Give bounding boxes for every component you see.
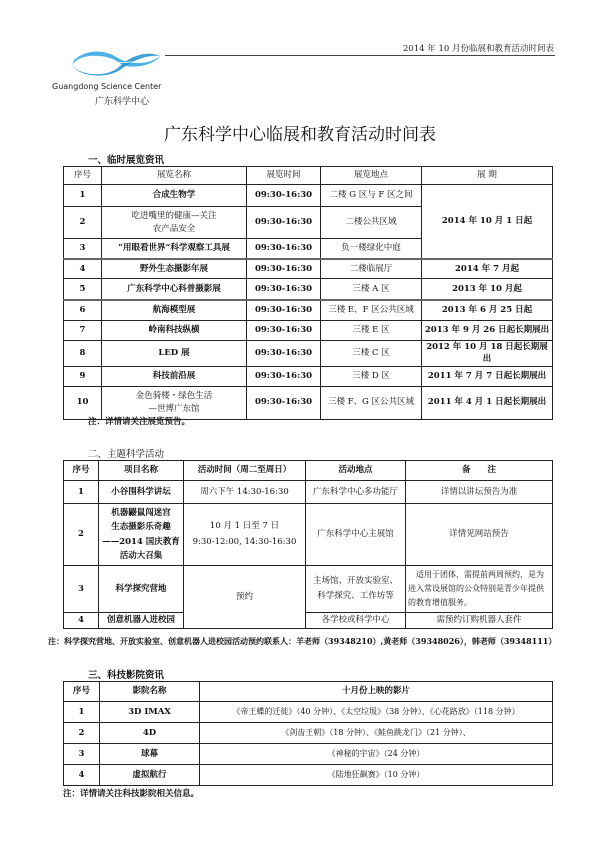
film-list: 《剑齿王朝》（18 分钟）、《鲑鱼跳龙门》（21 分钟）、 [200, 723, 553, 744]
cinema-table [63, 681, 553, 786]
row-no: 3 [64, 239, 102, 259]
film-list: 《神秘的宇宙》（24 分钟） [200, 744, 553, 765]
table-row [64, 566, 553, 613]
table-row [64, 185, 553, 207]
exhibit-period: 2013 年 6 月 25 日起 [422, 300, 553, 321]
table-header-row [64, 167, 553, 185]
exhibit-name: 广东科学中心科普摄影展 [102, 279, 247, 300]
row-no: 4 [64, 765, 100, 786]
cinema-name: 4D [100, 723, 200, 744]
section1-heading: 一、临时展览资讯 [88, 155, 165, 166]
activity-time [184, 504, 306, 566]
page-title: 广东科学中心临展和教育活动时间表 [164, 125, 436, 145]
place-line: 科学探究、工作坊等 [317, 591, 394, 601]
activity-remark: 详情见网站预告 [406, 504, 553, 566]
col-header: 展览时间 [247, 167, 321, 185]
row-no: 5 [64, 279, 102, 300]
exhibit-time: 09:30-16:30 [247, 366, 321, 386]
exhibit-place: 三楼 E、F 区公共区域 [321, 300, 422, 321]
exhibit-place: 二楼公共区域 [321, 207, 422, 239]
table-row [64, 300, 553, 321]
name-line: 吃进嘴里的健康—关注 [131, 211, 217, 222]
cinema-name: 球幕 [100, 744, 200, 765]
row-no: 3 [64, 566, 99, 613]
col-header: 序号 [64, 461, 99, 481]
logo-text-cn: 广东科学中心 [95, 97, 150, 107]
exhibition-table [63, 166, 553, 420]
col-header: 备 注 [406, 461, 553, 481]
row-no: 1 [64, 185, 102, 207]
exhibit-time: 09:30-16:30 [247, 207, 321, 239]
table-row [64, 321, 553, 341]
exhibit-period: 2011 年 4 月 1 日起长期展出 [422, 386, 553, 419]
table-row [64, 366, 553, 386]
activity-place [306, 566, 406, 613]
col-header: 展览名称 [102, 167, 247, 185]
table-row [64, 504, 553, 566]
row-no: 2 [64, 723, 100, 744]
activity-place: 广东科学中心主展馆 [306, 504, 406, 566]
exhibit-name: 岭南科技纵横 [102, 321, 247, 341]
exhibit-place: 二楼临展厅 [321, 259, 422, 279]
exhibit-time: 09:30-16:30 [247, 321, 321, 341]
exhibit-period: 2014 年 10 月 1 日起 [422, 185, 553, 259]
activity-remark: 适用于团体，需提前两周预约，是为进入常设展馆的公众特别是青少年提供的教育增值服务。 [406, 566, 553, 613]
activity-time: 周六下午 14:30-16:30 [184, 481, 306, 504]
exhibit-place: 二楼 G 区与 F 区之间 [321, 185, 422, 207]
row-no: 3 [64, 744, 100, 765]
row-no: 2 [64, 504, 99, 566]
section3-heading: 三、科技影院资讯 [88, 670, 165, 681]
table-row [64, 341, 553, 367]
row-no: 1 [64, 702, 100, 723]
time-line: 9:30-12:00, 14:30-16:30 [192, 536, 297, 547]
exhibit-place: 负一楼绿化中庭 [321, 239, 422, 259]
exhibit-place: 三楼 F、G 区公共区域 [321, 386, 422, 419]
exhibit-place: 三楼 A 区 [321, 279, 422, 300]
exhibit-period: 2011 年 7 月 7 日起长期展出 [422, 366, 553, 386]
exhibit-time: 09:30-16:30 [247, 386, 321, 419]
place-line: 主场馆、开放实验室、 [312, 575, 398, 586]
name-line: 活动大召集 [119, 550, 163, 561]
exhibit-period: 2012 年 10 月 18 日起长期展出 [422, 341, 553, 367]
col-header: 展览地点 [321, 167, 422, 185]
col-header: 项目名称 [99, 461, 184, 481]
table-row [64, 279, 553, 300]
activity-name: 小谷围科学讲坛 [99, 481, 184, 504]
name-line: 生态摄影乐奇趣 [111, 522, 171, 533]
exhibit-period: 2013 年 10 月起 [422, 279, 553, 300]
table-row [64, 744, 553, 765]
name-line: —世博广东馆 [148, 403, 200, 414]
exhibit-time: 09:30-16:30 [247, 259, 321, 279]
table-row [64, 613, 553, 629]
row-no: 1 [64, 481, 99, 504]
col-header: 活动地点 [306, 461, 406, 481]
row-no: 4 [64, 613, 99, 629]
exhibit-time: 09:30-16:30 [247, 279, 321, 300]
exhibit-time: 09:30-16:30 [247, 300, 321, 321]
row-no: 7 [64, 321, 102, 341]
row-no: 10 [64, 386, 102, 419]
table-row [64, 481, 553, 504]
name-line: 机器鼹鼠闯迷宫 [111, 508, 171, 519]
exhibit-period: 2013 年 9 月 26 日起长期展出 [422, 321, 553, 341]
col-header: 活动时间（周二至周日） [184, 461, 306, 481]
exhibit-place: 三楼 E 区 [321, 321, 422, 341]
exhibit-time: 09:30-16:30 [247, 239, 321, 259]
section2-note: 注：科学探究营地、开放实验室、创意机器人进校园活动预约联系人：羊老师（39348210）,黄老师（39348026），韩老师（39348111） [48, 636, 557, 646]
exhibit-name: 科技前沿展 [102, 366, 247, 386]
exhibit-time: 09:30-16:30 [247, 185, 321, 207]
activity-place: 广东科学中心多功能厅 [306, 481, 406, 504]
col-header: 十月份上映的影片 [200, 682, 553, 702]
activity-table [63, 460, 553, 629]
activity-remark: 详情以讲坛预告为准 [406, 481, 553, 504]
exhibit-name [102, 207, 247, 239]
table-row [64, 723, 553, 744]
row-no: 4 [64, 259, 102, 279]
col-header: 展 期 [422, 167, 553, 185]
activity-place: 各学校或科学中心 [306, 613, 406, 629]
exhibit-place: 三楼 D 区 [321, 366, 422, 386]
section1-note: 注：详情请关注展览预告。 [88, 417, 191, 427]
table-row [64, 259, 553, 279]
exhibit-name: “用眼看世界”科学观察工具展 [102, 239, 247, 259]
exhibit-name: 航海模型展 [102, 300, 247, 321]
name-line: ——2014 国庆教育 [102, 536, 180, 547]
exhibit-time: 09:30-16:30 [247, 341, 321, 367]
logo-text-en: Guangdong Science Center [52, 82, 162, 91]
table-row [64, 765, 553, 786]
exhibit-period: 2014 年 7 月起 [422, 259, 553, 279]
film-list: 《帝王蝶的迁徙》（40 分钟）、《太空垃圾》（38 分钟）、《心花路放》（118 分钟） [200, 702, 553, 723]
section2-heading: 二、主题科学活动 [88, 449, 165, 460]
activity-name: 创意机器人进校园 [99, 613, 184, 629]
exhibit-name: LED 展 [102, 341, 247, 367]
cinema-name: 3D IMAX [100, 702, 200, 723]
row-no: 2 [64, 207, 102, 239]
activity-time: 预约 [184, 566, 306, 629]
col-header: 序号 [64, 167, 102, 185]
table-header-row [64, 461, 553, 481]
row-no: 8 [64, 341, 102, 367]
film-list: 《陆地狂飙赛》（10 分钟） [200, 765, 553, 786]
activity-name: 科学探究营地 [99, 566, 184, 613]
section3-note: 注：详情请关注科技影院相关信息。 [63, 789, 200, 799]
exhibit-place: 三楼 C 区 [321, 341, 422, 367]
running-header: 2014 年 10 月份临展和教育活动时间表 [402, 44, 554, 54]
cinema-name: 虚拟航行 [100, 765, 200, 786]
col-header: 影院名称 [100, 682, 200, 702]
name-line: 农产品安全 [152, 223, 196, 234]
row-no: 9 [64, 366, 102, 386]
exhibit-name: 合成生物学 [102, 185, 247, 207]
activity-remark: 需预约订购机器人套件 [406, 613, 553, 629]
name-line: 金色骑楼・绿色生活 [135, 391, 213, 402]
activity-name [99, 504, 184, 566]
table-row [64, 702, 553, 723]
time-line: 10 月 1 日至 7 日 [209, 521, 280, 532]
col-header: 序号 [64, 682, 100, 702]
table-header-row [64, 682, 553, 702]
exhibit-name: 野外生态摄影年展 [102, 259, 247, 279]
header-rule [165, 55, 555, 56]
row-no: 6 [64, 300, 102, 321]
logo-icon [68, 44, 163, 83]
